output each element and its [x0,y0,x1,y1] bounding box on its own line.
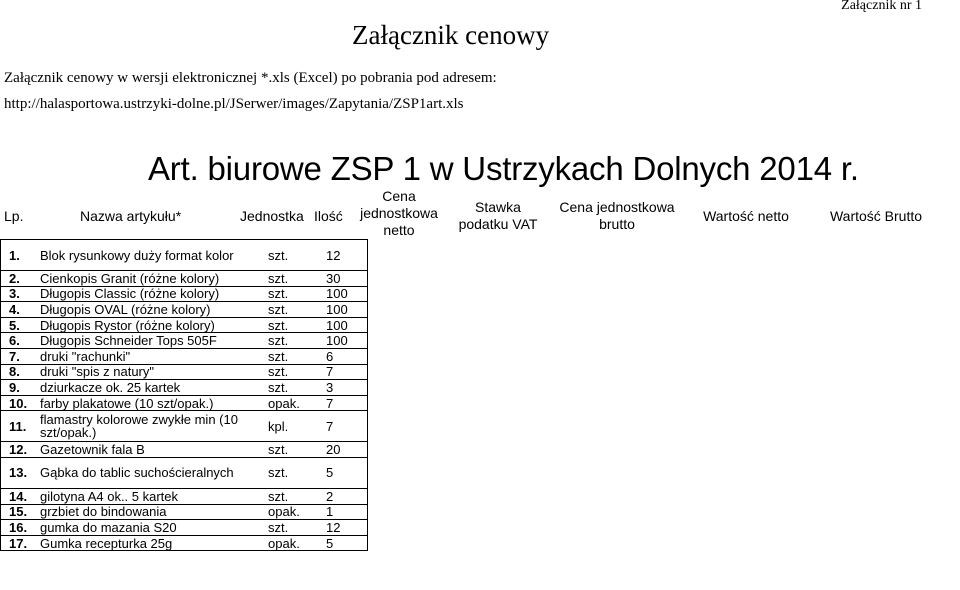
row-qty: 100 [324,302,368,318]
table-row [1,442,368,458]
row-qty: 30 [324,271,368,287]
row-qty: 1 [324,504,368,520]
row-unit: szt. [266,302,324,318]
section-heading: Art. biurowe ZSP 1 w Ustrzykach Dolnych 2014 r. [148,150,859,187]
row-qty: 5 [324,457,368,488]
row-name: Długopis Schneider Tops 505F [38,333,266,349]
table-row [1,395,368,411]
row-qty: 7 [324,411,368,442]
row-name: farby plakatowe (10 szt/opak.) [38,395,266,411]
row-lp: 15. [1,504,39,520]
col-header-name: Nazwa artykułu* [80,208,182,224]
table-row [1,520,368,536]
row-name: flamastry kolorowe zwykłe min (10 szt/opak.) [38,411,266,442]
row-lp: 16. [1,520,39,536]
row-lp: 10. [1,395,39,411]
row-lp: 13. [1,457,39,488]
annex-label: Załącznik nr 1 [841,0,922,13]
col-header-net-value: Wartość netto [703,208,789,224]
document-title: Załącznik cenowy [352,20,550,50]
table-row [1,364,368,380]
row-lp: 17. [1,535,39,551]
row-qty: 5 [324,535,368,551]
table-row [1,286,368,302]
col-header-gross-value: Wartość Brutto [829,208,923,224]
row-name: gilotyna A4 ok.. 5 kartek [38,488,266,504]
row-qty: 12 [324,520,368,536]
row-unit: kpl. [266,411,324,442]
row-unit: szt. [266,364,324,380]
row-lp: 1. [1,240,39,271]
table-row [1,317,368,333]
row-unit: szt. [266,380,324,396]
row-unit: szt. [266,333,324,349]
row-qty: 6 [324,348,368,364]
row-name: Cienkopis Granit (różne kolory) [38,271,266,287]
col-header-net-price: Cena jednostkowa netto [360,188,438,238]
row-qty: 7 [324,364,368,380]
row-lp: 6. [1,333,39,349]
row-unit: szt. [266,286,324,302]
row-unit: szt. [266,348,324,364]
row-qty: 20 [324,442,368,458]
col-header-unit: Jednostka [240,208,304,224]
table-row [1,348,368,364]
row-unit: szt. [266,457,324,488]
items-table [0,239,368,551]
row-name: grzbiet do bindowania [38,504,266,520]
row-name: Gazetownik fala B [38,442,266,458]
row-name: gumka do mazania S20 [38,520,266,536]
row-qty: 100 [324,317,368,333]
row-lp: 9. [1,380,39,396]
row-name: druki "rachunki" [38,348,266,364]
row-lp: 12. [1,442,39,458]
col-header-vat: Stawka podatku VAT [458,199,538,232]
row-lp: 2. [1,271,39,287]
row-qty: 100 [324,333,368,349]
row-lp: 14. [1,488,39,504]
row-qty: 7 [324,395,368,411]
table-row [1,411,368,442]
row-lp: 7. [1,348,39,364]
row-name: Blok rysunkowy duży format kolor [38,240,266,271]
row-name: Gąbka do tablic suchościeralnych [38,457,266,488]
table-row [1,240,368,271]
row-lp: 3. [1,286,39,302]
download-url: http://halasportowa.ustrzyki-dolne.pl/JSerwer/images/Zapytania/ZSP1art.xls [4,96,464,112]
row-unit: szt. [266,488,324,504]
table-row [1,333,368,349]
row-name: dziurkacze ok. 25 kartek [38,380,266,396]
row-unit: opak. [266,395,324,411]
intro-text: Załącznik cenowy w wersji elektronicznej *.xls (Excel) po pobrania pod adresem: [4,70,497,86]
table-row [1,302,368,318]
row-qty: 3 [324,380,368,396]
row-unit: opak. [266,504,324,520]
row-lp: 8. [1,364,39,380]
table-row [1,488,368,504]
row-qty: 12 [324,240,368,271]
row-lp: 4. [1,302,39,318]
row-name: Gumka recepturka 25g [38,535,266,551]
table-row [1,535,368,551]
row-name: druki "spis z natury" [38,364,266,380]
row-unit: szt. [266,442,324,458]
col-header-gross-price: Cena jednostkowa brutto [559,199,675,232]
row-name: Długopis Rystor (różne kolory) [38,317,266,333]
row-lp: 11. [1,411,39,442]
row-unit: szt. [266,271,324,287]
row-name: Długopis OVAL (różne kolory) [38,302,266,318]
col-header-qty: Ilość [314,208,343,224]
table-row [1,457,368,488]
table-row [1,271,368,287]
row-unit: szt. [266,520,324,536]
table-row [1,380,368,396]
row-unit: szt. [266,240,324,271]
row-lp: 5. [1,317,39,333]
row-unit: opak. [266,535,324,551]
row-qty: 2 [324,488,368,504]
row-unit: szt. [266,317,324,333]
col-header-lp: Lp. [4,208,24,224]
table-row [1,504,368,520]
row-qty: 100 [324,286,368,302]
row-name: Długopis Classic (różne kolory) [38,286,266,302]
